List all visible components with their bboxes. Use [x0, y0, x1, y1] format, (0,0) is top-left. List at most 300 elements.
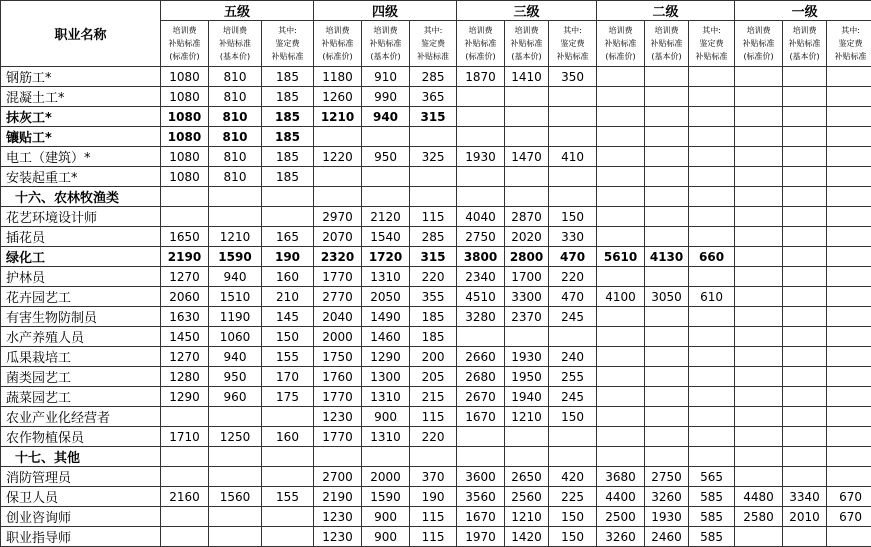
value-cell	[457, 87, 505, 107]
value-cell: 1560	[209, 487, 262, 507]
value-cell	[505, 127, 549, 147]
value-cell: 190	[262, 247, 314, 267]
value-cell: 1750	[314, 347, 362, 367]
empty-cell	[457, 187, 505, 207]
value-cell: 1950	[505, 367, 549, 387]
value-cell	[689, 427, 735, 447]
value-cell	[597, 67, 645, 87]
table-row	[1, 307, 871, 327]
value-cell	[262, 527, 314, 547]
value-cell	[262, 467, 314, 487]
subheader-line: (标准价)	[735, 50, 782, 63]
value-cell: 3340	[783, 487, 827, 507]
table-row	[1, 387, 871, 407]
value-cell: 160	[262, 267, 314, 287]
value-cell	[827, 347, 871, 367]
value-cell	[645, 87, 689, 107]
value-cell: 2000	[362, 467, 410, 487]
value-cell: 330	[549, 227, 597, 247]
value-cell: 990	[362, 87, 410, 107]
value-cell	[161, 527, 209, 547]
value-cell: 350	[549, 67, 597, 87]
value-cell	[645, 387, 689, 407]
value-cell	[457, 107, 505, 127]
value-cell	[689, 407, 735, 427]
value-cell: 200	[410, 347, 457, 367]
subheader-line: (基本价)	[505, 50, 548, 63]
subheader-line: 补贴标准	[735, 37, 782, 50]
value-cell	[689, 107, 735, 127]
subheader-cell	[645, 21, 689, 67]
value-cell: 810	[209, 127, 262, 147]
level-1-header: 一级	[735, 1, 871, 21]
value-cell	[735, 467, 783, 487]
value-cell: 470	[549, 287, 597, 307]
value-cell	[827, 527, 871, 547]
value-cell: 1630	[161, 307, 209, 327]
empty-cell	[262, 187, 314, 207]
occupation-name: 电工（建筑）*	[1, 147, 161, 167]
value-cell: 4130	[645, 247, 689, 267]
occupation-name: 花艺环境设计师	[1, 207, 161, 227]
value-cell: 370	[410, 467, 457, 487]
value-cell: 365	[410, 87, 457, 107]
table-row	[1, 227, 871, 247]
value-cell: 220	[410, 267, 457, 287]
value-cell	[597, 107, 645, 127]
value-cell: 1670	[457, 407, 505, 427]
value-cell: 2680	[457, 367, 505, 387]
value-cell	[783, 67, 827, 87]
value-cell: 4510	[457, 287, 505, 307]
value-cell: 185	[262, 127, 314, 147]
value-cell: 215	[410, 387, 457, 407]
value-cell: 185	[410, 327, 457, 347]
value-cell	[597, 87, 645, 107]
value-cell	[597, 167, 645, 187]
value-cell: 1650	[161, 227, 209, 247]
value-cell: 1590	[209, 247, 262, 267]
value-cell	[689, 327, 735, 347]
value-cell: 1930	[645, 507, 689, 527]
value-cell	[262, 507, 314, 527]
value-cell: 810	[209, 67, 262, 87]
value-cell	[689, 127, 735, 147]
value-cell: 2870	[505, 207, 549, 227]
subheader-cell	[783, 21, 827, 67]
value-cell: 150	[549, 207, 597, 227]
subheader-cell	[457, 21, 505, 67]
value-cell: 4040	[457, 207, 505, 227]
value-cell	[505, 327, 549, 347]
occupation-name: 花卉园艺工	[1, 287, 161, 307]
occupation-name: 钢筋工*	[1, 67, 161, 87]
value-cell: 1540	[362, 227, 410, 247]
value-cell: 185	[262, 147, 314, 167]
value-cell	[783, 227, 827, 247]
value-cell: 315	[410, 107, 457, 127]
value-cell	[827, 107, 871, 127]
value-cell: 1290	[362, 347, 410, 367]
value-cell: 150	[549, 507, 597, 527]
empty-cell	[827, 187, 871, 207]
empty-cell	[209, 447, 262, 467]
table-row	[1, 87, 871, 107]
table-row	[1, 287, 871, 307]
value-cell: 1930	[457, 147, 505, 167]
value-cell: 1940	[505, 387, 549, 407]
value-cell: 1700	[505, 267, 549, 287]
value-cell	[827, 267, 871, 287]
value-cell: 1590	[362, 487, 410, 507]
subheader-line: 培训费	[457, 24, 504, 37]
value-cell	[645, 347, 689, 367]
value-cell	[689, 207, 735, 227]
value-cell	[827, 467, 871, 487]
value-cell: 2190	[314, 487, 362, 507]
empty-cell	[314, 447, 362, 467]
value-cell: 185	[262, 107, 314, 127]
value-cell: 3560	[457, 487, 505, 507]
subheader-line: 补贴标准	[549, 50, 596, 63]
value-cell: 1230	[314, 527, 362, 547]
occupation-name: 菌类园艺工	[1, 367, 161, 387]
value-cell: 585	[689, 487, 735, 507]
empty-cell	[161, 447, 209, 467]
value-cell: 2190	[161, 247, 209, 267]
value-cell	[161, 507, 209, 527]
value-cell	[827, 207, 871, 227]
value-cell	[783, 527, 827, 547]
value-cell	[783, 267, 827, 287]
table-row	[1, 427, 871, 447]
empty-cell	[410, 447, 457, 467]
subheader-line: 鉴定费	[262, 37, 313, 50]
value-cell	[735, 167, 783, 187]
subheader-line: 鉴定费	[827, 37, 871, 50]
value-cell: 1210	[209, 227, 262, 247]
value-cell: 145	[262, 307, 314, 327]
value-cell	[549, 327, 597, 347]
empty-cell	[597, 187, 645, 207]
value-cell: 5610	[597, 247, 645, 267]
value-cell: 1190	[209, 307, 262, 327]
value-cell: 1450	[161, 327, 209, 347]
value-cell	[161, 407, 209, 427]
subheader-line: 培训费	[505, 24, 548, 37]
value-cell: 2060	[161, 287, 209, 307]
value-cell: 2370	[505, 307, 549, 327]
value-cell: 150	[549, 407, 597, 427]
value-cell: 2560	[505, 487, 549, 507]
value-cell	[827, 287, 871, 307]
table-row	[1, 407, 871, 427]
value-cell: 420	[549, 467, 597, 487]
value-cell: 1290	[161, 387, 209, 407]
subheader-line: 补贴标准	[457, 37, 504, 50]
value-cell	[783, 87, 827, 107]
value-cell: 1300	[362, 367, 410, 387]
subheader-line: 补贴标准	[314, 37, 361, 50]
value-cell	[597, 207, 645, 227]
subheader-cell	[549, 21, 597, 67]
subheader-line: 补贴标准	[827, 50, 871, 63]
value-cell	[827, 247, 871, 267]
value-cell	[735, 247, 783, 267]
subheader-line: (标准价)	[314, 50, 361, 63]
value-cell: 285	[410, 67, 457, 87]
value-cell: 1080	[161, 107, 209, 127]
value-cell: 1420	[505, 527, 549, 547]
value-cell	[735, 407, 783, 427]
occupation-name: 安装起重工*	[1, 167, 161, 187]
occupation-name: 农业产业化经营者	[1, 407, 161, 427]
value-cell	[549, 427, 597, 447]
empty-cell	[314, 187, 362, 207]
subheader-cell	[314, 21, 362, 67]
value-cell	[597, 147, 645, 167]
value-cell: 190	[410, 487, 457, 507]
value-cell: 1870	[457, 67, 505, 87]
value-cell: 185	[262, 167, 314, 187]
value-cell: 1770	[314, 427, 362, 447]
value-cell: 220	[410, 427, 457, 447]
value-cell	[505, 167, 549, 187]
value-cell: 150	[262, 327, 314, 347]
subheader-line: 鉴定费	[549, 37, 596, 50]
empty-cell	[549, 187, 597, 207]
value-cell	[209, 407, 262, 427]
value-cell: 1310	[362, 387, 410, 407]
value-cell: 950	[362, 147, 410, 167]
value-cell: 3260	[645, 487, 689, 507]
subheader-line: (基本价)	[209, 50, 261, 63]
section-title: 十六、农林牧渔类	[1, 187, 161, 207]
value-cell	[597, 367, 645, 387]
subheader-line: 其中:	[689, 24, 734, 37]
empty-cell	[645, 187, 689, 207]
subheader-line: 培训费	[314, 24, 361, 37]
value-cell: 155	[262, 347, 314, 367]
value-cell: 810	[209, 107, 262, 127]
empty-cell	[735, 187, 783, 207]
value-cell	[735, 227, 783, 247]
value-cell	[783, 287, 827, 307]
value-cell: 1080	[161, 67, 209, 87]
value-cell: 1180	[314, 67, 362, 87]
value-cell	[161, 467, 209, 487]
empty-cell	[645, 447, 689, 467]
value-cell: 670	[827, 487, 871, 507]
value-cell	[645, 227, 689, 247]
value-cell: 285	[410, 227, 457, 247]
value-cell	[827, 127, 871, 147]
value-cell: 205	[410, 367, 457, 387]
occupation-name: 创业咨询师	[1, 507, 161, 527]
value-cell: 670	[827, 507, 871, 527]
value-cell	[783, 327, 827, 347]
value-cell: 585	[689, 527, 735, 547]
value-cell: 2770	[314, 287, 362, 307]
value-cell	[209, 507, 262, 527]
value-cell	[783, 467, 827, 487]
value-cell	[161, 207, 209, 227]
value-cell	[645, 367, 689, 387]
value-cell	[827, 367, 871, 387]
empty-cell	[505, 187, 549, 207]
value-cell	[645, 147, 689, 167]
value-cell: 150	[549, 527, 597, 547]
value-cell: 2750	[645, 467, 689, 487]
value-cell	[549, 87, 597, 107]
value-cell	[262, 207, 314, 227]
value-cell	[597, 267, 645, 287]
subheader-line: (标准价)	[161, 50, 208, 63]
subheader-line: 其中:	[549, 24, 596, 37]
value-cell	[783, 307, 827, 327]
value-cell: 240	[549, 347, 597, 367]
subheader-line: 补贴标准	[597, 37, 644, 50]
value-cell	[597, 427, 645, 447]
value-cell	[645, 327, 689, 347]
value-cell	[597, 327, 645, 347]
value-cell: 900	[362, 407, 410, 427]
subheader-cell	[410, 21, 457, 67]
subheader-line: 培训费	[597, 24, 644, 37]
value-cell: 900	[362, 527, 410, 547]
value-cell	[827, 87, 871, 107]
value-cell	[209, 527, 262, 547]
value-cell	[457, 127, 505, 147]
level-4-header: 四级	[314, 1, 457, 21]
value-cell: 1230	[314, 407, 362, 427]
value-cell	[645, 67, 689, 87]
value-cell	[597, 307, 645, 327]
value-cell	[410, 167, 457, 187]
subheader-cell	[209, 21, 262, 67]
value-cell	[735, 287, 783, 307]
value-cell	[645, 427, 689, 447]
section-row	[1, 447, 871, 467]
value-cell	[735, 207, 783, 227]
subheader-cell	[689, 21, 735, 67]
value-cell: 185	[262, 87, 314, 107]
subheader-line: 鉴定费	[410, 37, 456, 50]
value-cell: 2340	[457, 267, 505, 287]
value-cell: 1220	[314, 147, 362, 167]
empty-cell	[505, 447, 549, 467]
table-row	[1, 507, 871, 527]
subheader-cell	[735, 21, 783, 67]
empty-cell	[410, 187, 457, 207]
table-row	[1, 147, 871, 167]
value-cell: 3260	[597, 527, 645, 547]
table-body	[1, 67, 871, 547]
subheader-line: 其中:	[827, 24, 871, 37]
value-cell	[735, 267, 783, 287]
occupation-name: 消防管理员	[1, 467, 161, 487]
value-cell	[549, 127, 597, 147]
value-cell	[783, 347, 827, 367]
value-cell: 2800	[505, 247, 549, 267]
value-cell	[827, 427, 871, 447]
value-cell: 210	[262, 287, 314, 307]
empty-cell	[209, 187, 262, 207]
section-title: 十七、其他	[1, 447, 161, 467]
value-cell	[505, 427, 549, 447]
value-cell: 1770	[314, 267, 362, 287]
value-cell: 910	[362, 67, 410, 87]
value-cell: 1510	[209, 287, 262, 307]
value-cell: 315	[410, 247, 457, 267]
value-cell: 245	[549, 307, 597, 327]
value-cell: 2010	[783, 507, 827, 527]
value-cell: 1460	[362, 327, 410, 347]
value-cell	[735, 427, 783, 447]
table-row	[1, 527, 871, 547]
value-cell: 115	[410, 507, 457, 527]
empty-cell	[262, 447, 314, 467]
value-cell	[783, 247, 827, 267]
value-cell	[735, 327, 783, 347]
value-cell: 940	[209, 347, 262, 367]
value-cell: 155	[262, 487, 314, 507]
value-cell: 170	[262, 367, 314, 387]
value-cell	[735, 107, 783, 127]
subheader-line: 其中:	[410, 24, 456, 37]
value-cell	[645, 207, 689, 227]
value-cell	[783, 167, 827, 187]
occupation-name: 有害生物防制员	[1, 307, 161, 327]
value-cell	[549, 167, 597, 187]
value-cell: 1310	[362, 267, 410, 287]
value-cell	[689, 87, 735, 107]
value-cell: 1930	[505, 347, 549, 367]
value-cell	[645, 407, 689, 427]
subheader-line: 补贴标准	[783, 37, 826, 50]
subheader-line: 培训费	[735, 24, 782, 37]
value-cell	[597, 407, 645, 427]
subheader-line: 补贴标准	[645, 37, 688, 50]
subheader-line: 补贴标准	[410, 50, 456, 63]
value-cell: 2460	[645, 527, 689, 547]
value-cell	[645, 127, 689, 147]
value-cell	[735, 347, 783, 367]
value-cell	[505, 87, 549, 107]
value-cell: 565	[689, 467, 735, 487]
value-cell: 470	[549, 247, 597, 267]
subheader-line: (标准价)	[597, 50, 644, 63]
value-cell: 1080	[161, 127, 209, 147]
table-row	[1, 367, 871, 387]
value-cell: 3280	[457, 307, 505, 327]
subheader-line: 补贴标准	[262, 50, 313, 63]
empty-cell	[827, 447, 871, 467]
value-cell: 950	[209, 367, 262, 387]
value-cell: 940	[362, 107, 410, 127]
value-cell: 1270	[161, 267, 209, 287]
value-cell: 585	[689, 507, 735, 527]
occupation-name: 农作物植保员	[1, 427, 161, 447]
value-cell	[827, 327, 871, 347]
value-cell: 660	[689, 247, 735, 267]
value-cell: 4400	[597, 487, 645, 507]
occupation-name: 插花员	[1, 227, 161, 247]
value-cell: 325	[410, 147, 457, 167]
value-cell	[783, 367, 827, 387]
value-cell: 1310	[362, 427, 410, 447]
value-cell	[262, 407, 314, 427]
